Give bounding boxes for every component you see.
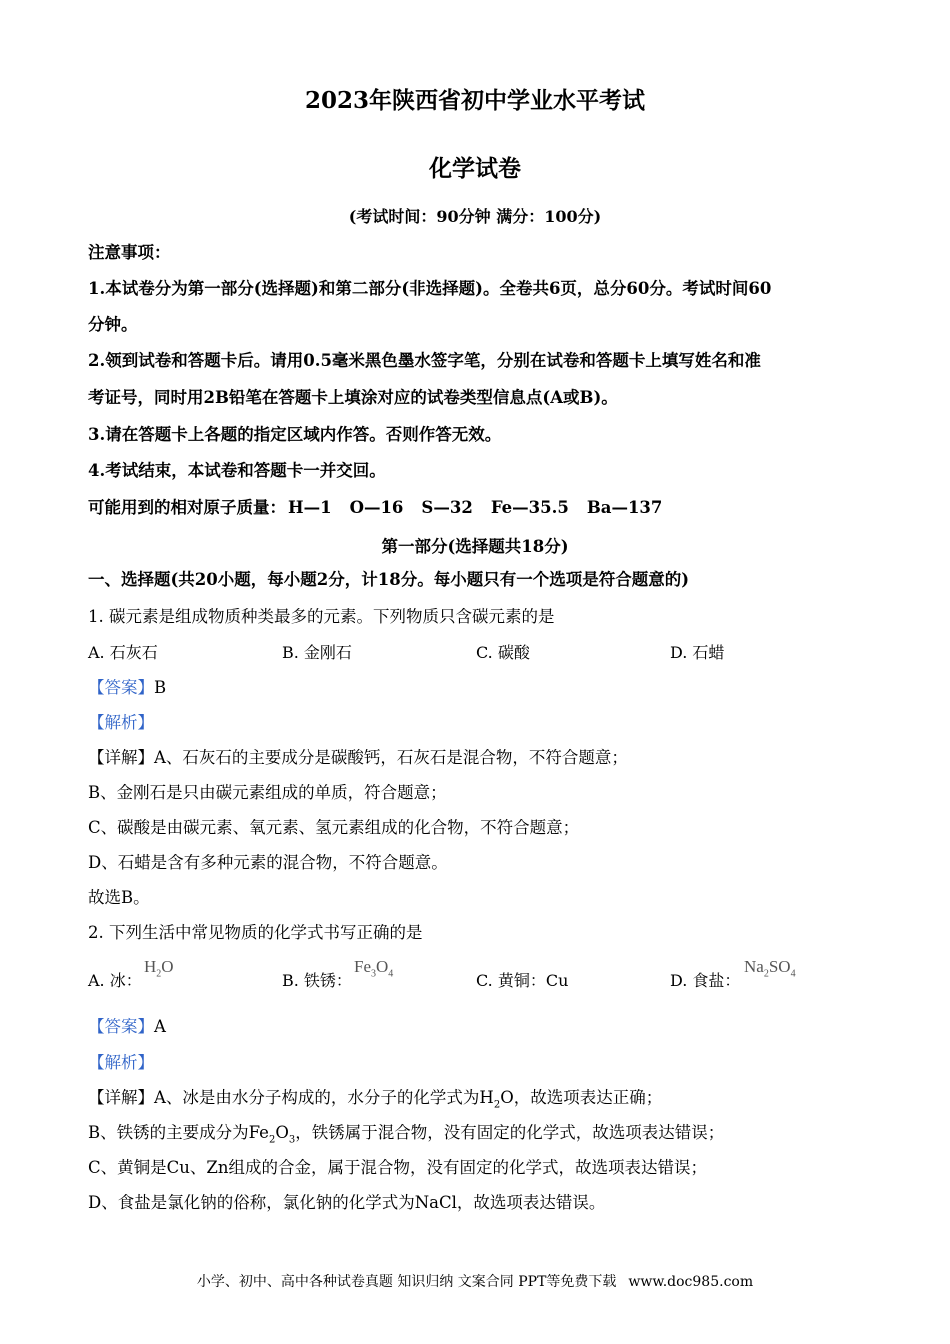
q1-detail-a [88,747,628,769]
formula-sub: 4 [790,968,796,980]
formula-part: SO [768,957,791,976]
q1-detail-d: D、石蜡是含有多种元素的混合物，不符合题意。 [88,853,448,872]
q2-detail-b [88,1122,724,1151]
footer-url[interactable]: www.doc985.com [628,1274,754,1290]
q1-option-d: D. 石蜡 [670,643,725,662]
q2-detail-b-post: ，铁锈属于混合物，没有固定的化学式，故选项表达错误； [295,1123,725,1142]
q1-option-c: C. 碳酸 [476,643,530,662]
formula-sub: 3 [371,968,376,980]
q2-option-d-label: D. 食盐： [670,971,741,990]
exam-subtitle: 化学试卷 [429,155,521,182]
q2-analysis-tag: 【解析】 [88,1053,154,1072]
footer-text: 小学、初中、高中各种试卷真题 知识归纳 文案合同 PPT等免费下载 [196,1274,617,1290]
q2-detail-b-sub1: 2 [268,1134,276,1146]
exam-info: (考试时间：90分钟 满分：100分) [348,207,602,226]
q2-stem: 2. 下列生活中常见物质的化学式书写正确的是 [88,923,423,942]
formula-part: Fe [354,957,371,976]
detail-tag: 【详解】 [88,748,154,767]
q2-answer-value: A [154,1017,166,1036]
formula-part: O [376,957,389,976]
q2-detail-a-post: O，故选项表达正确； [500,1088,663,1107]
q2-option-b-formula [354,957,393,979]
notice-heading: 注意事项： [88,243,171,262]
q1-option-a: A. 石灰石 [88,643,158,662]
detail-tag: 【详解】 [88,1088,154,1107]
notice-item-3: 3.请在答题卡上各题的指定区域内作答。否则作答无效。 [88,425,502,444]
part1-title: 第一部分(选择题共18分) [381,537,569,556]
atomic-mass-ba: Ba—137 [586,498,663,517]
atomic-mass-fe: Fe—35.5 [490,498,569,517]
q2-detail-b-pre: B、铁锈的主要成分为Fe [88,1123,269,1142]
formula-part: O [161,957,174,976]
formula-sub: 4 [388,968,394,980]
atomic-mass-h: H—1 [288,498,332,517]
q2-answer [88,1016,166,1038]
atomic-mass-line [88,497,680,519]
q1-detail-c: C、碳酸是由碳元素、氧元素、氢元素组成的化合物，不符合题意； [88,818,580,837]
formula-sub: 2 [763,968,769,980]
q2-option-d-formula [744,957,796,979]
q1-option-b: B. 金刚石 [282,643,352,662]
atomic-mass-s: S—32 [421,498,473,517]
q2-detail-a-sub: 2 [493,1099,501,1111]
section-heading: 一、选择题(共20小题，每小题2分，计18分。每小题只有一个选项是符合题意的) [88,570,690,589]
q1-answer-value: B [154,678,167,697]
q2-option-b-label: B. 铁锈： [282,971,352,990]
page-footer [0,1271,950,1291]
q1-answer [88,677,166,699]
exam-title: 2023年陕西省初中学业水平考试 [304,87,645,114]
q1-detail-a-text: A、石灰石的主要成分是碳酸钙，石灰石是混合物，不符合题意； [154,748,628,767]
q2-detail-a-pre: A、冰是由水分子构成的，水分子的化学式为H [154,1088,494,1107]
formula-part: H [144,957,157,976]
q2-detail-b-sub2: 3 [288,1134,296,1146]
q2-option-a-formula [144,957,174,979]
q2-detail-c: C、黄铜是Cu、Zn组成的合金，属于混合物，没有固定的化学式，故选项表达错误； [88,1158,707,1177]
atomic-mass-label: 可能用到的相对原子质量： [88,498,286,517]
q2-detail-a [88,1087,662,1116]
q1-detail-b: B、金刚石是只由碳元素组成的单质，符合题意； [88,783,447,802]
q1-conclusion: 故选B。 [88,888,150,907]
answer-tag: 【答案】 [88,1017,154,1036]
notice-item-1: 1.本试卷分为第一部分(选择题)和第二部分(非选择题)。全卷共6页，总分60分。考试时间60 [88,279,772,298]
atomic-mass-o: O—16 [349,498,404,517]
notice-item-2-cont: 考证号，同时用2B铅笔在答题卡上填涂对应的试卷类型信息点(A或B)。 [88,388,618,407]
q2-option-c: C. 黄铜：Cu [476,971,569,990]
notice-item-4: 4.考试结束，本试卷和答题卡一并交回。 [88,461,386,480]
q1-stem: 1. 碳元素是组成物质种类最多的元素。下列物质只含碳元素的是 [88,607,555,626]
q1-analysis-tag: 【解析】 [88,713,154,732]
formula-sub: 2 [156,968,162,980]
notice-item-2: 2.领到试卷和答题卡后。请用0.5毫米黑色墨水签字笔，分别在试卷和答题卡上填写姓名和准 [88,351,761,370]
q2-detail-d: D、食盐是氯化钠的俗称，氯化钠的化学式为NaCl，故选项表达错误。 [88,1193,606,1212]
formula-part: Na [744,957,764,976]
answer-tag: 【答案】 [88,678,154,697]
notice-item-1-cont: 分钟。 [88,315,138,334]
q2-detail-b-mid: O [275,1123,289,1142]
q2-option-a-label: A. 冰： [88,971,142,990]
